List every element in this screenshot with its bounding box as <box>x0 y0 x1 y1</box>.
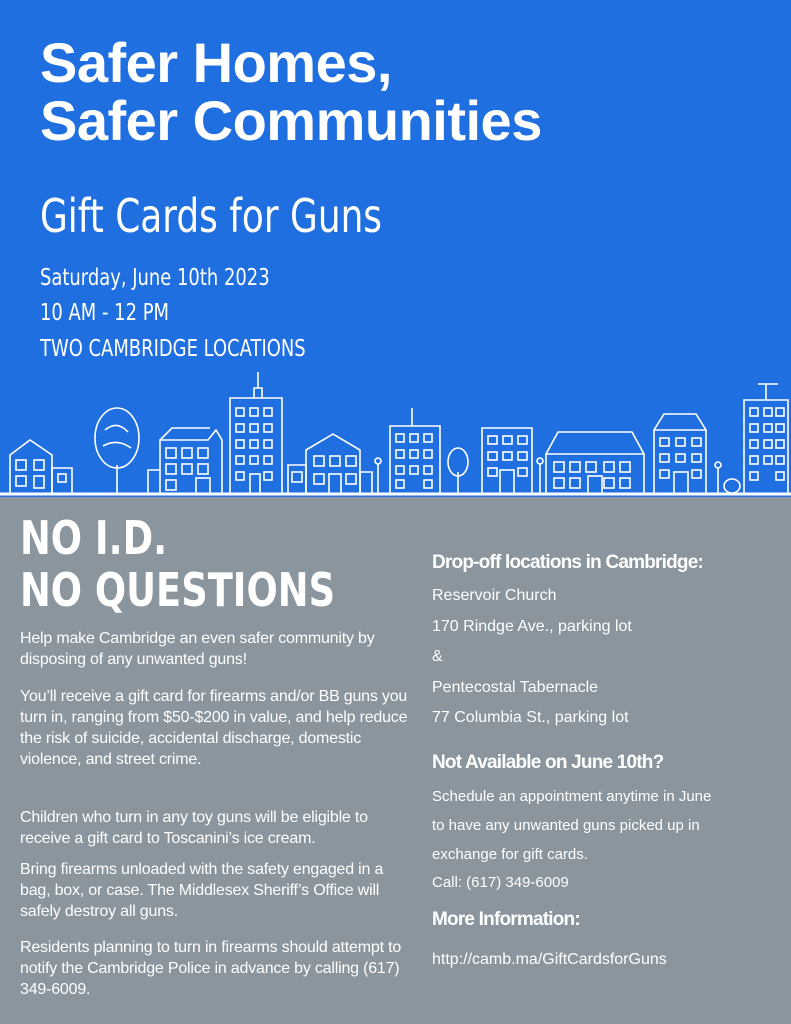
unavailable-heading: Not Available on June 10th? <box>432 752 664 773</box>
more-info-heading: More Information: <box>432 909 580 930</box>
gift-card-paragraph: You’ll receive a gift card for firearms and/or BB guns you turn in, ranging from $50-$200 in value, and help reduce the risk of suicide, accidental discharge, domestic violence, and street crime. <box>20 688 408 768</box>
headline-line-1: NO I.D. <box>20 511 168 565</box>
locations-note: TWO CAMBRIDGE LOCATIONS <box>40 336 306 362</box>
unavailable-line: Schedule an appointment anytime in June <box>432 788 712 805</box>
event-date: Saturday, June 10th 2023 <box>40 265 270 291</box>
headline-line-2: NO QUESTIONS <box>20 563 336 617</box>
header-panel <box>0 0 791 497</box>
unavailable-line: Call: (617) 349-6009 <box>432 874 569 891</box>
toy-guns-paragraph: Children who turn in any toy guns will be eligible to receive a gift card to Toscanini’s ice cream. <box>20 809 368 847</box>
dropoff-line: Reservoir Church <box>432 587 557 604</box>
main-title <box>40 31 542 152</box>
title-line-1: Safer Homes, <box>40 31 392 94</box>
safety-paragraph: Bring firearms unloaded with the safety engaged in a bag, box, or case. The Middlesex Sheriff’s Office will safely destroy all guns. <box>20 861 384 920</box>
notify-police-paragraph: Residents planning to turn in firearms should attempt to notify the Cambridge Police in advance by calling (617) 349-6009. <box>20 939 402 998</box>
subtitle: Gift Cards for Guns <box>40 189 383 243</box>
dropoff-line: Pentecostal Tabernacle <box>432 679 599 696</box>
dropoff-heading: Drop-off locations in Cambridge: <box>432 552 704 573</box>
intro-paragraph: Help make Cambridge an even safer community by disposing of any unwanted guns! <box>20 630 375 668</box>
city-skyline-illustration <box>0 360 791 497</box>
event-time: 10 AM - 12 PM <box>40 300 169 326</box>
dropoff-line: & <box>432 648 443 665</box>
dropoff-line: 77 Columbia St., parking lot <box>432 709 629 726</box>
title-line-2: Safer Communities <box>40 89 542 152</box>
no-id-headline <box>20 512 335 616</box>
more-info-link[interactable]: http://camb.ma/GiftCardsforGuns <box>432 951 667 968</box>
unavailable-line: to have any unwanted guns picked up in <box>432 817 700 834</box>
unavailable-line: exchange for gift cards. <box>432 846 588 863</box>
dropoff-line: 170 Rindge Ave., parking lot <box>432 618 632 635</box>
